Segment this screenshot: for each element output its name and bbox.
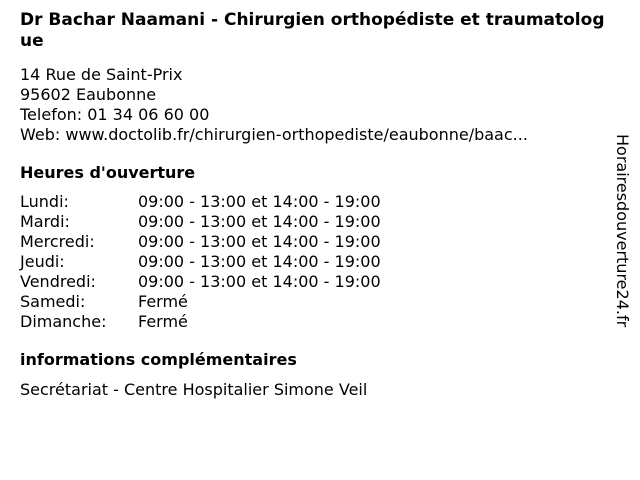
day-label: Mercredi: xyxy=(20,232,95,251)
hours-row-tuesday xyxy=(20,212,610,232)
page-title: Dr Bachar Naamani - Chirurgien orthopédiste et traumatologue xyxy=(20,10,605,51)
address-block xyxy=(20,65,610,145)
hours-row-wednesday xyxy=(20,232,610,252)
hours-value: 09:00 - 13:00 et 14:00 - 19:00 xyxy=(138,272,381,291)
info-text: Secrétariat - Centre Hospitalier Simone Veil xyxy=(20,380,368,399)
day-label: Lundi: xyxy=(20,192,69,211)
hours-value: 09:00 - 13:00 et 14:00 - 19:00 xyxy=(138,252,381,271)
day-label: Dimanche: xyxy=(20,312,107,331)
hours-row-saturday xyxy=(20,292,610,312)
hours-row-sunday xyxy=(20,312,610,332)
hours-value: 09:00 - 13:00 et 14:00 - 19:00 xyxy=(138,192,381,211)
hours-row-friday xyxy=(20,272,610,292)
phone: Telefon: 01 34 06 60 00 xyxy=(20,105,210,124)
hours-heading: Heures d'ouverture xyxy=(20,163,196,182)
city: 95602 Eaubonne xyxy=(20,85,157,104)
watermark-text: Horairesdouverture24.fr xyxy=(613,134,632,328)
day-label: Jeudi: xyxy=(20,252,65,271)
info-heading: informations complémentaires xyxy=(20,350,297,369)
business-card xyxy=(20,10,610,400)
opening-hours-table xyxy=(20,192,610,332)
hours-value: 09:00 - 13:00 et 14:00 - 19:00 xyxy=(138,212,381,231)
street-address: 14 Rue de Saint-Prix xyxy=(20,65,183,84)
day-label: Mardi: xyxy=(20,212,70,231)
watermark-container xyxy=(612,134,632,374)
day-label: Vendredi: xyxy=(20,272,96,291)
hours-value: Fermé xyxy=(138,312,188,331)
hours-row-thursday xyxy=(20,252,610,272)
hours-value: 09:00 - 13:00 et 14:00 - 19:00 xyxy=(138,232,381,251)
hours-row-monday xyxy=(20,192,610,212)
hours-value: Fermé xyxy=(138,292,188,311)
day-label: Samedi: xyxy=(20,292,86,311)
website: Web: www.doctolib.fr/chirurgien-orthopediste/eaubonne/baac... xyxy=(20,125,528,144)
